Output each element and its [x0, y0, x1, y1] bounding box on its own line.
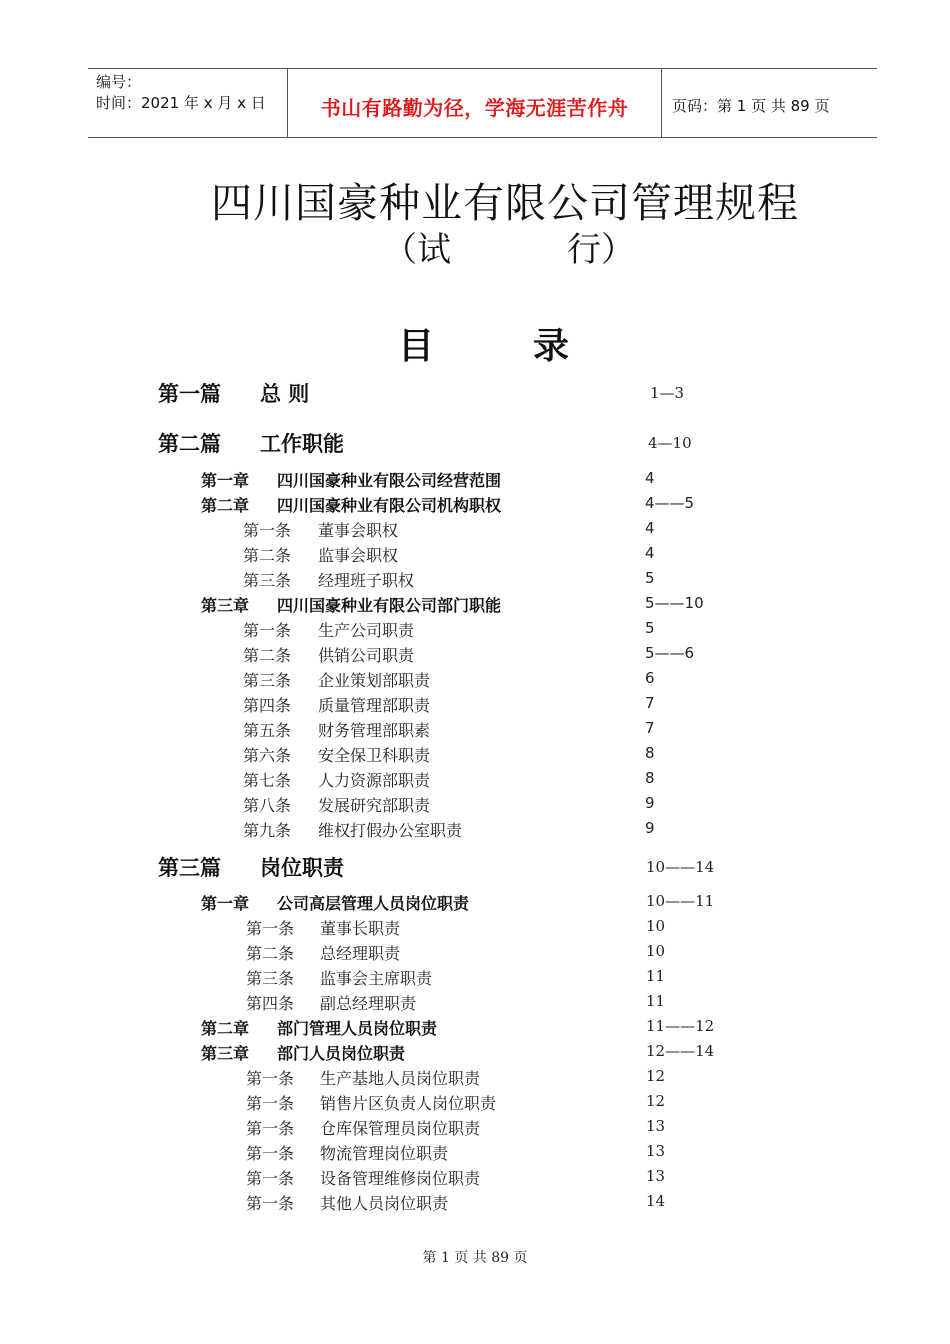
toc-entry: [0, 718, 950, 744]
toc-entry: [0, 1041, 950, 1067]
toc-entry-title: 部门管理人员岗位职责: [277, 1019, 438, 1038]
toc-entry-title: 生产基地人员岗位职责: [320, 1069, 481, 1088]
toc-entry-pages: 8: [645, 744, 655, 762]
toc-entry: [0, 966, 950, 992]
toc-entry-title: 维权打假办公室职责: [318, 821, 463, 840]
toc-entry-pages: 6: [645, 669, 655, 687]
subtitle-open: （试: [383, 230, 451, 270]
toc-entry-number: 第二篇: [158, 431, 221, 456]
toc-entry-number: 第五条: [243, 721, 292, 740]
toc-entry-title: 财务管理部职素: [318, 721, 431, 740]
toc-entry-number: 第九条: [243, 821, 292, 840]
toc-entry-number: 第一篇: [158, 381, 221, 406]
toc-entry-pages: 10: [646, 917, 666, 935]
toc-entry-title: 安全保卫科职责: [318, 746, 431, 765]
toc-entry: [0, 891, 950, 917]
toc-entry: [0, 818, 950, 844]
toc-entry-pages: 4: [645, 544, 655, 562]
toc-entry-title: 物流管理岗位职责: [320, 1144, 449, 1163]
toc-entry-pages: 8: [645, 769, 655, 787]
toc-entry-pages: 1—3: [650, 384, 685, 402]
toc-entry: [0, 1066, 950, 1092]
toc-entry-number: 第一条: [246, 1069, 295, 1088]
toc-entry: [0, 693, 950, 719]
toc-entry-pages: 10: [646, 942, 666, 960]
toc-entry-number: 第三条: [243, 571, 292, 590]
toc-entry: [0, 1016, 950, 1042]
toc-entry-title: 仓库保管理员岗位职责: [320, 1119, 481, 1138]
toc-entry-number: 第三章: [201, 1044, 250, 1063]
toc-entry-title: 质量管理部职责: [318, 696, 431, 715]
document-title: 四川国豪种业有限公司管理规程: [211, 179, 799, 227]
toc-entry-number: 第四条: [243, 696, 292, 715]
toc-entry-number: 第二章: [201, 496, 250, 515]
toc-entry: [0, 378, 950, 404]
toc-entry-pages: 10——14: [646, 858, 715, 876]
toc-entry-title: 发展研究部职责: [318, 796, 431, 815]
toc-entry-pages: 12——14: [646, 1042, 715, 1060]
toc-entry: [0, 1141, 950, 1167]
toc-entry: [0, 1091, 950, 1117]
toc-entry-number: 第二章: [201, 1019, 250, 1038]
toc-entry-pages: 5——6: [645, 644, 695, 662]
toc-entry-number: 第一条: [243, 521, 292, 540]
toc-entry-pages: 5: [645, 619, 655, 637]
toc-entry: [0, 916, 950, 942]
toc-entry: [0, 568, 950, 594]
toc-entry-number: 第一条: [246, 1119, 295, 1138]
toc-entry-title: 企业策划部职责: [318, 671, 431, 690]
toc-entry-title: 四川国豪种业有限公司部门职能: [277, 596, 502, 615]
toc-entry: [0, 1116, 950, 1142]
toc-entry-pages: 11: [646, 967, 666, 985]
document-time-label: 时间：2021 年 x 月 x 日: [96, 94, 266, 112]
toc-entry-pages: 13: [646, 1142, 666, 1160]
toc-entry: [0, 793, 950, 819]
toc-entry-number: 第一条: [243, 621, 292, 640]
toc-entry-pages: 9: [645, 819, 655, 837]
toc-entry: [0, 852, 950, 878]
toc-entry-title: 生产公司职责: [318, 621, 415, 640]
toc-entry: [0, 618, 950, 644]
toc-entry-pages: 4—10: [648, 434, 692, 452]
toc-entry-number: 第一章: [201, 471, 250, 490]
toc-entry: [0, 743, 950, 769]
toc-entry-pages: 9: [645, 794, 655, 812]
toc-entry-title: 总 则: [260, 381, 310, 406]
toc-entry: [0, 668, 950, 694]
toc-entry: [0, 643, 950, 669]
toc-entry-pages: 11——12: [646, 1017, 715, 1035]
header-page-info: 页码：第 1 页 共 89 页: [672, 96, 830, 115]
toc-entry-pages: 4——5: [645, 494, 695, 512]
toc-entry: [0, 1191, 950, 1217]
toc-entry-number: 第一条: [246, 1169, 295, 1188]
toc-entry-number: 第二条: [243, 646, 292, 665]
toc-entry: [0, 991, 950, 1017]
page-footer: 第 1 页 共 89 页: [422, 1250, 528, 1266]
toc-entry-title: 副总经理职责: [320, 994, 417, 1013]
toc-entry-title: 监事会主席职责: [320, 969, 433, 988]
header-table: [88, 68, 877, 138]
toc-entry-number: 第四条: [246, 994, 295, 1013]
toc-entry-title: 董事长职责: [320, 919, 401, 938]
toc-entry-title: 工作职能: [260, 431, 344, 456]
toc-entry-pages: 7: [645, 694, 655, 712]
toc-entry-number: 第三条: [246, 969, 295, 988]
toc-entry-pages: 4: [645, 469, 655, 487]
header-meta: [88, 69, 288, 137]
toc-entry: [0, 493, 950, 519]
toc-entry-number: 第一章: [201, 894, 250, 913]
toc-entry-pages: 13: [646, 1117, 666, 1135]
toc-entry-title: 四川国豪种业有限公司经营范围: [277, 471, 502, 490]
toc-entry-title: 销售片区负责人岗位职责: [320, 1094, 497, 1113]
toc-entry-title: 监事会职权: [318, 546, 399, 565]
toc-entry-pages: 13: [646, 1167, 666, 1185]
toc-entry-title: 其他人员岗位职责: [320, 1194, 449, 1213]
toc-entry-number: 第七条: [243, 771, 292, 790]
toc-entry-number: 第二条: [243, 546, 292, 565]
toc-entry-pages: 14: [646, 1192, 666, 1210]
toc-entry-pages: 12: [646, 1092, 666, 1110]
toc-entry-title: 岗位职责: [260, 855, 344, 880]
toc-entry-title: 公司高层管理人员岗位职责: [277, 894, 470, 913]
toc-entry-title: 人力资源部职责: [318, 771, 431, 790]
toc-entry-title: 部门人员岗位职责: [277, 1044, 406, 1063]
toc-entry-title: 董事会职权: [318, 521, 399, 540]
toc-entry-number: 第八条: [243, 796, 292, 815]
toc-entry-number: 第六条: [243, 746, 292, 765]
toc-entry-title: 供销公司职责: [318, 646, 415, 665]
toc-heading-right: 录: [533, 326, 570, 367]
toc-entry: [0, 518, 950, 544]
toc-entry: [0, 543, 950, 569]
toc-entry-pages: 12: [646, 1067, 666, 1085]
toc-entry-pages: 7: [645, 719, 655, 737]
toc-entry-title: 四川国豪种业有限公司机构职权: [277, 496, 502, 515]
toc-entry-number: 第三条: [243, 671, 292, 690]
toc-entry: [0, 593, 950, 619]
toc-entry-pages: 11: [646, 992, 666, 1010]
toc-entry: [0, 1166, 950, 1192]
toc-entry-pages: 10——11: [646, 892, 715, 910]
toc-entry-pages: 5: [645, 569, 655, 587]
toc-entry-title: 设备管理维修岗位职责: [320, 1169, 481, 1188]
toc-heading-left: 目: [398, 326, 435, 367]
toc-entry-title: 经理班子职权: [318, 571, 415, 590]
toc-entry-number: 第一条: [246, 919, 295, 938]
toc-entry: [0, 768, 950, 794]
document-number-label: 编号：: [96, 73, 142, 91]
toc-entry-number: 第一条: [246, 1144, 295, 1163]
toc-entry-title: 总经理职责: [320, 944, 401, 963]
header-motto: 书山有路勤为径，学海无涯苦作舟: [288, 69, 662, 137]
toc-entry-number: 第二条: [246, 944, 295, 963]
toc-entry-number: 第一条: [246, 1094, 295, 1113]
subtitle-close: 行）: [567, 230, 635, 270]
toc-entry-number: 第一条: [246, 1194, 295, 1213]
toc-entry-number: 第三章: [201, 596, 250, 615]
toc-entry-pages: 5——10: [645, 594, 704, 612]
toc-entry-pages: 4: [645, 519, 655, 537]
toc-entry: [0, 468, 950, 494]
toc-entry: [0, 941, 950, 967]
toc-entry: [0, 428, 950, 454]
toc-entry-number: 第三篇: [158, 855, 221, 880]
